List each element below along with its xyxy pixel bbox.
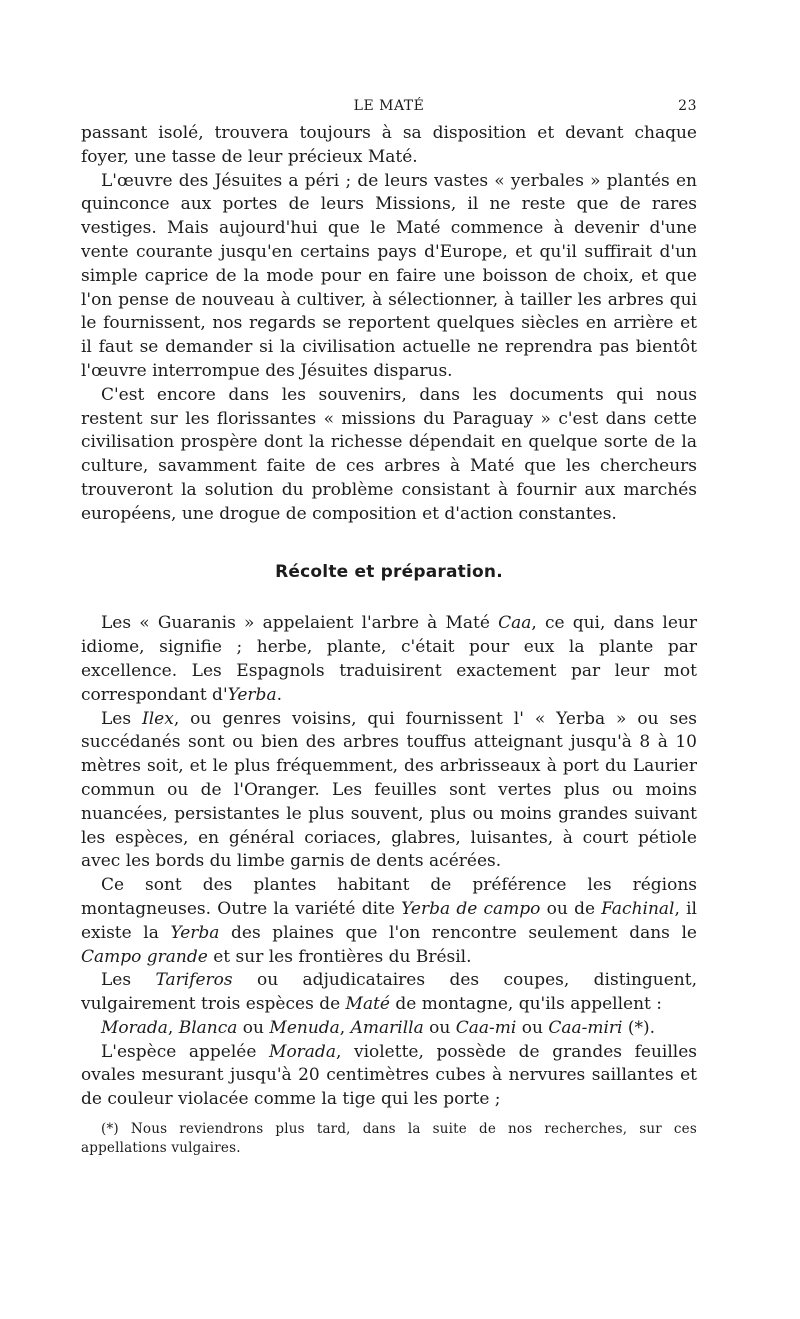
paragraph-9 [81, 1041, 697, 1112]
running-header [81, 98, 697, 122]
paragraph-5 [81, 708, 697, 875]
paragraph-4 [81, 612, 697, 707]
paragraph-1: passant isolé, trouvera toujours à sa disposition et devant chaque foyer, une tasse de leur précieux Maté. [81, 123, 697, 167]
paragraph-3: C'est encore dans les souvenirs, dans les documents qui nous restent sur les florissantes « missions du Paraguay » c'est dans cette civilisation prospère dont la richesse dépendait en quelque sorte de la culture, savamment faite de ces arbres à Maté que les chercheurs trouveront la solution du problème consistant à fournir aux marchés européens, une drogue de composition et d'action constantes. [81, 384, 697, 524]
text-run: ou [516, 1017, 549, 1038]
term-morada: Morada [101, 1017, 168, 1038]
text-run: et sur les frontières du Brésil. [207, 946, 472, 967]
book-page [81, 98, 697, 1172]
running-title: LE MATÉ [353, 98, 425, 114]
term-ilex: Ilex [142, 708, 174, 729]
term-blanca: Blanca [178, 1017, 238, 1038]
text-run: . [276, 684, 282, 705]
text-run: des plaines que l'on rencontre seulement dans le [219, 922, 697, 943]
term-morada: Morada [269, 1041, 336, 1062]
text-run: ou [237, 1017, 270, 1038]
paragraph-2: L'œuvre des Jésuites a péri ; de leurs vastes « yerbales » plantés en quinconce aux portes de leurs Missions, il ne reste que de rares vestiges. Mais aujourd'hui que le Maté commence à devenir d'une vente courante jusqu'en certains pays d'Europe, et qu'il suffirait d'un simple caprice de la mode pour en faire une boisson de choix, et que l'on pense de nouveau à cultiver, à sélectionner, à tailler les arbres qui le fournissent, nos regards se reportent quelques siècles en arrière et il faut se demander si la civilisation actuelle ne reprendra pas bientôt l'œuvre interrompue des Jésuites disparus. [81, 170, 697, 381]
term-caa: Caa [498, 613, 532, 634]
text-run: Les [101, 708, 142, 729]
paragraph-8 [81, 1017, 697, 1041]
term-fachinal: Fachinal [601, 898, 675, 919]
page-number: 23 [678, 98, 697, 114]
term-amarilla: Amarilla [350, 1017, 424, 1038]
term-yerba-de-campo: Yerba de campo [401, 898, 541, 919]
term-tariferos: Tariferos [155, 970, 233, 991]
text-run: , ce qui, dans leur idiome, signifie ; herbe, plante, c'était pour eux la plante par excellence. Les Espagnols traduisirent exactement par leur mot correspondant d' [81, 613, 697, 705]
body-text [81, 122, 697, 1112]
term-yerba: Yerba [170, 922, 220, 943]
footnote: (*) Nous reviendrons plus tard, dans la suite de nos recherches, sur ces appellations vulgaires. [81, 1121, 697, 1157]
text-run: Ce sont des plantes habitant de préférence les régions montagneuses. Outre la variété dite [81, 875, 697, 919]
section-heading: Récolte et préparation. [275, 561, 503, 582]
footnote-marker: (*). [622, 1017, 656, 1038]
term-caa-mi: Caa-mi [455, 1017, 517, 1038]
term-caa-miri: Caa-miri [548, 1017, 623, 1038]
paragraph-6 [81, 874, 697, 969]
paragraph-7 [81, 969, 697, 1017]
text-run: , [167, 1017, 179, 1038]
term-campo-grande: Campo grande [81, 946, 208, 967]
text-run: ou adjudicataires des coupes, distinguent, vulgairement trois espèces de [81, 970, 697, 1015]
text-run: ou de [540, 898, 602, 919]
text-run: , violette, possède de grandes feuilles ovales mesurant jusqu'à 20 centimètres cubes à nervures saillantes et de couleur violacée comme la tige qui les porte ; [81, 1041, 697, 1110]
text-run: Les [101, 970, 156, 991]
text-run: , il existe la [81, 898, 697, 943]
text-run: ou [423, 1017, 456, 1038]
text-run: , ou genres voisins, qui fournissent l' « Yerba » ou ses succédanés sont ou bien des arbres touffus atteignant jusqu'à 8 à 10 mètres soit, et le plus fréquemment, des arbrisseaux à port du Laurier commun ou de l'Oranger. Les feuilles sont vertes plus ou moins nuancées, persistantes le plus souvent, plus ou moins grandes suivant les espèces, en général coriaces, glabres, luisantes, à court pétiole avec les bords du limbe garnis de dents acérées. [81, 708, 697, 872]
term-yerba: Yerba [227, 684, 277, 705]
text-run: Les « Guaranis » appelaient l'arbre à Maté [101, 613, 499, 634]
term-mate: Maté [345, 994, 390, 1015]
term-menuda: Menuda [269, 1017, 340, 1038]
text-run: de montagne, qu'ils appellent : [389, 994, 663, 1015]
text-run: L'espèce appelée [101, 1041, 270, 1062]
text-run: , [339, 1017, 351, 1038]
